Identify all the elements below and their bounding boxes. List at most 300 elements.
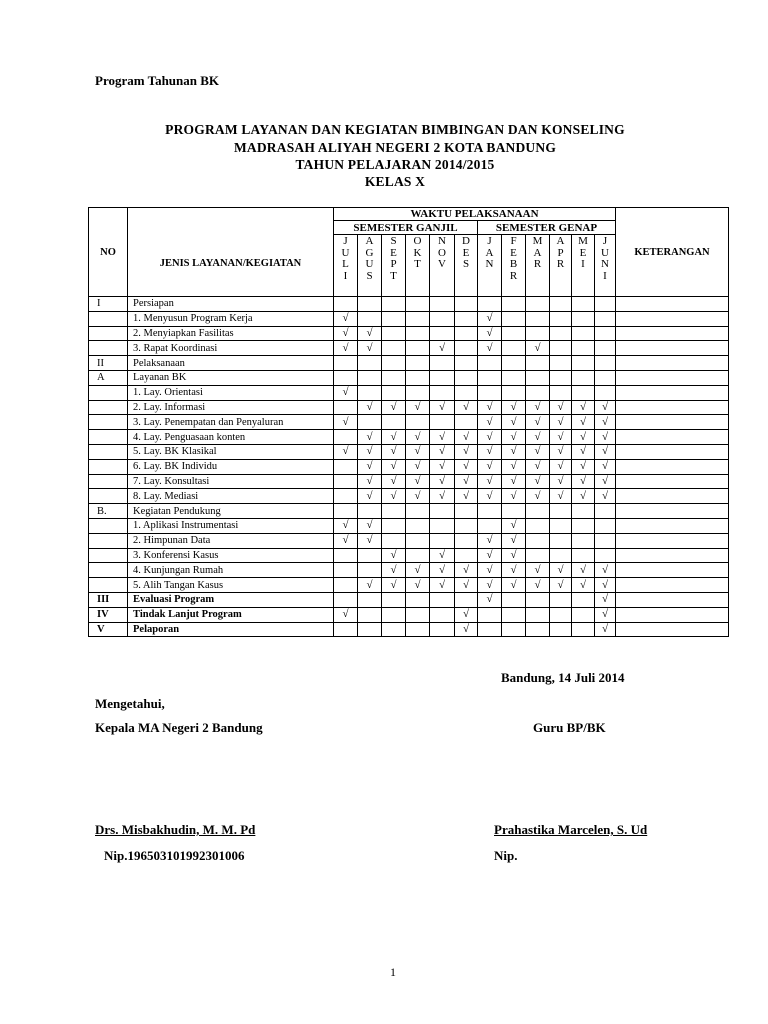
empty-cell xyxy=(430,533,455,548)
check-mark: √ xyxy=(478,578,502,593)
check-mark: √ xyxy=(595,592,616,607)
notes-cell xyxy=(616,474,729,489)
check-mark: √ xyxy=(455,563,478,578)
empty-cell xyxy=(334,430,358,445)
check-mark: √ xyxy=(502,533,526,548)
check-mark: √ xyxy=(526,444,550,459)
check-mark: √ xyxy=(358,474,382,489)
empty-cell xyxy=(430,504,455,519)
check-mark: √ xyxy=(572,474,595,489)
check-mark: √ xyxy=(526,430,550,445)
empty-cell xyxy=(526,311,550,326)
check-mark: √ xyxy=(502,578,526,593)
empty-cell xyxy=(382,370,406,385)
table-row xyxy=(89,563,729,578)
empty-cell xyxy=(455,297,478,312)
empty-cell xyxy=(572,311,595,326)
empty-cell xyxy=(382,341,406,356)
activity-label: 1. Menyusun Program Kerja xyxy=(128,311,334,326)
empty-cell xyxy=(502,385,526,400)
empty-cell xyxy=(572,341,595,356)
empty-cell xyxy=(550,297,572,312)
empty-cell xyxy=(430,311,455,326)
empty-cell xyxy=(334,622,358,637)
notes-cell xyxy=(616,607,729,622)
semester-genap-header: SEMESTER GENAP xyxy=(478,221,616,235)
notes-cell xyxy=(616,548,729,563)
check-mark: √ xyxy=(430,474,455,489)
check-mark: √ xyxy=(334,415,358,430)
month-letter: A xyxy=(365,235,374,247)
activity-label: 3. Konferensi Kasus xyxy=(128,548,334,563)
check-mark: √ xyxy=(550,474,572,489)
table-row xyxy=(89,459,729,474)
check-mark: √ xyxy=(550,444,572,459)
empty-cell xyxy=(430,415,455,430)
month-letter: O xyxy=(438,246,446,259)
check-mark: √ xyxy=(595,489,616,504)
row-number xyxy=(89,400,128,415)
empty-cell xyxy=(478,370,502,385)
check-mark: √ xyxy=(572,563,595,578)
month-letter: D xyxy=(462,235,470,247)
left-signatory-role: Kepala MA Negeri 2 Bandung xyxy=(95,720,263,735)
month-header xyxy=(430,235,455,297)
month-letter: M xyxy=(578,235,588,247)
activity-label: 7. Lay. Konsultasi xyxy=(128,474,334,489)
notes-cell xyxy=(616,311,729,326)
empty-cell xyxy=(572,504,595,519)
check-mark: √ xyxy=(382,578,406,593)
notes-cell xyxy=(616,518,729,533)
month-header xyxy=(502,235,526,297)
row-number xyxy=(89,474,128,489)
empty-cell xyxy=(502,326,526,341)
check-mark: √ xyxy=(572,489,595,504)
check-mark: √ xyxy=(430,459,455,474)
empty-cell xyxy=(455,415,478,430)
column-header-activity: JENIS LAYANAN/KEGIATAN xyxy=(128,208,334,297)
empty-cell xyxy=(358,592,382,607)
empty-cell xyxy=(382,356,406,371)
empty-cell xyxy=(455,370,478,385)
check-mark: √ xyxy=(502,444,526,459)
table-row xyxy=(89,326,729,341)
notes-cell xyxy=(616,356,729,371)
check-mark: √ xyxy=(478,459,502,474)
check-mark: √ xyxy=(430,548,455,563)
empty-cell xyxy=(550,622,572,637)
check-mark: √ xyxy=(478,548,502,563)
left-signatory-nip: Nip.196503101992301006 xyxy=(104,848,245,863)
check-mark: √ xyxy=(572,400,595,415)
month-letter: I xyxy=(603,269,607,282)
check-mark: √ xyxy=(455,474,478,489)
check-mark: √ xyxy=(334,518,358,533)
check-mark: √ xyxy=(502,563,526,578)
check-mark: √ xyxy=(334,533,358,548)
check-mark: √ xyxy=(478,474,502,489)
empty-cell xyxy=(382,385,406,400)
document-title-line-3: TAHUN PELAJARAN 2014/2015 xyxy=(295,157,495,172)
activity-label: 5. Alih Tangan Kasus xyxy=(128,578,334,593)
empty-cell xyxy=(455,326,478,341)
empty-cell xyxy=(502,341,526,356)
column-header-no: NO xyxy=(89,208,128,297)
check-mark: √ xyxy=(502,430,526,445)
notes-cell xyxy=(616,385,729,400)
table-row xyxy=(89,548,729,563)
empty-cell xyxy=(455,385,478,400)
month-letter: V xyxy=(438,258,446,270)
empty-cell xyxy=(406,385,430,400)
empty-cell xyxy=(382,533,406,548)
empty-cell xyxy=(526,326,550,341)
empty-cell xyxy=(478,297,502,312)
month-letter: J xyxy=(343,235,348,247)
empty-cell xyxy=(455,533,478,548)
check-mark: √ xyxy=(455,607,478,622)
check-mark: √ xyxy=(430,430,455,445)
empty-cell xyxy=(595,326,616,341)
activity-label: 5. Lay. BK Klasikal xyxy=(128,444,334,459)
check-mark: √ xyxy=(358,459,382,474)
notes-cell xyxy=(616,326,729,341)
empty-cell xyxy=(334,578,358,593)
empty-cell xyxy=(430,518,455,533)
empty-cell xyxy=(550,356,572,371)
empty-cell xyxy=(478,385,502,400)
month-letter: N xyxy=(438,235,446,247)
activity-label: 4. Kunjungan Rumah xyxy=(128,563,334,578)
right-signatory-nip: Nip. xyxy=(494,848,518,863)
check-mark: √ xyxy=(478,533,502,548)
empty-cell xyxy=(334,548,358,563)
empty-cell xyxy=(595,311,616,326)
month-letter: K xyxy=(413,246,422,259)
row-number xyxy=(89,385,128,400)
check-mark: √ xyxy=(526,489,550,504)
check-mark: √ xyxy=(382,548,406,563)
empty-cell xyxy=(406,533,430,548)
activity-label: Kegiatan Pendukung xyxy=(128,504,334,519)
row-number: IV xyxy=(89,607,128,622)
empty-cell xyxy=(334,504,358,519)
check-mark: √ xyxy=(455,444,478,459)
empty-cell xyxy=(406,518,430,533)
check-mark: √ xyxy=(430,341,455,356)
month-header xyxy=(406,235,430,297)
row-number xyxy=(89,578,128,593)
empty-cell xyxy=(502,297,526,312)
empty-cell xyxy=(595,504,616,519)
empty-cell xyxy=(572,533,595,548)
empty-cell xyxy=(455,518,478,533)
table-row xyxy=(89,356,729,371)
check-mark: √ xyxy=(572,444,595,459)
row-number xyxy=(89,326,128,341)
empty-cell xyxy=(526,533,550,548)
month-letter: B xyxy=(509,258,518,270)
column-header-notes: KETERANGAN xyxy=(616,208,729,297)
empty-cell xyxy=(334,297,358,312)
check-mark: √ xyxy=(478,326,502,341)
activity-label: 1. Lay. Orientasi xyxy=(128,385,334,400)
empty-cell xyxy=(430,326,455,341)
row-number xyxy=(89,563,128,578)
check-mark: √ xyxy=(430,400,455,415)
check-mark: √ xyxy=(430,563,455,578)
notes-cell xyxy=(616,622,729,637)
check-mark: √ xyxy=(382,444,406,459)
check-mark: √ xyxy=(478,311,502,326)
notes-cell xyxy=(616,370,729,385)
row-number xyxy=(89,341,128,356)
empty-cell xyxy=(478,607,502,622)
check-mark: √ xyxy=(334,341,358,356)
check-mark: √ xyxy=(550,489,572,504)
check-mark: √ xyxy=(334,444,358,459)
empty-cell xyxy=(334,563,358,578)
check-mark: √ xyxy=(478,563,502,578)
semester-ganjil-header: SEMESTER GANJIL xyxy=(334,221,478,235)
month-letter: G xyxy=(365,246,374,259)
empty-cell xyxy=(406,548,430,563)
check-mark: √ xyxy=(430,578,455,593)
empty-cell xyxy=(526,607,550,622)
row-number xyxy=(89,430,128,445)
month-letter: T xyxy=(390,269,397,282)
notes-cell xyxy=(616,489,729,504)
check-mark: √ xyxy=(358,533,382,548)
empty-cell xyxy=(595,370,616,385)
empty-cell xyxy=(382,311,406,326)
check-mark: √ xyxy=(572,578,595,593)
empty-cell xyxy=(572,592,595,607)
table-row xyxy=(89,622,729,637)
empty-cell xyxy=(550,326,572,341)
check-mark: √ xyxy=(550,459,572,474)
empty-cell xyxy=(526,297,550,312)
empty-cell xyxy=(455,504,478,519)
header-label: Program Tahunan BK xyxy=(95,73,220,88)
row-number: A xyxy=(89,370,128,385)
activity-label: 8. Lay. Mediasi xyxy=(128,489,334,504)
empty-cell xyxy=(430,592,455,607)
check-mark: √ xyxy=(526,459,550,474)
check-mark: √ xyxy=(502,474,526,489)
empty-cell xyxy=(502,356,526,371)
activity-label: Pelaksanaan xyxy=(128,356,334,371)
empty-cell xyxy=(550,518,572,533)
empty-cell xyxy=(478,518,502,533)
row-number xyxy=(89,415,128,430)
month-letter: A xyxy=(556,235,565,247)
empty-cell xyxy=(334,474,358,489)
empty-cell xyxy=(358,370,382,385)
empty-cell xyxy=(455,341,478,356)
table-row xyxy=(89,592,729,607)
row-number: B. xyxy=(89,504,128,519)
check-mark: √ xyxy=(455,622,478,637)
row-number xyxy=(89,548,128,563)
row-number: I xyxy=(89,297,128,312)
check-mark: √ xyxy=(358,578,382,593)
empty-cell xyxy=(334,370,358,385)
check-mark: √ xyxy=(595,459,616,474)
empty-cell xyxy=(358,415,382,430)
notes-cell xyxy=(616,400,729,415)
check-mark: √ xyxy=(358,444,382,459)
activity-label: Persiapan xyxy=(128,297,334,312)
notes-cell xyxy=(616,459,729,474)
check-mark: √ xyxy=(572,415,595,430)
month-letter: N xyxy=(601,258,609,270)
empty-cell xyxy=(572,356,595,371)
empty-cell xyxy=(526,622,550,637)
empty-cell xyxy=(572,607,595,622)
month-letter: A xyxy=(533,246,542,259)
check-mark: √ xyxy=(406,474,430,489)
empty-cell xyxy=(382,592,406,607)
empty-cell xyxy=(526,504,550,519)
empty-cell xyxy=(334,592,358,607)
check-mark: √ xyxy=(455,400,478,415)
check-mark: √ xyxy=(430,489,455,504)
empty-cell xyxy=(595,385,616,400)
row-number xyxy=(89,311,128,326)
month-letter: N xyxy=(485,258,494,270)
check-mark: √ xyxy=(595,430,616,445)
month-header xyxy=(526,235,550,297)
empty-cell xyxy=(358,622,382,637)
month-letter: U xyxy=(601,246,609,259)
check-mark: √ xyxy=(502,548,526,563)
empty-cell xyxy=(382,326,406,341)
notes-cell xyxy=(616,592,729,607)
empty-cell xyxy=(382,504,406,519)
check-mark: √ xyxy=(595,444,616,459)
empty-cell xyxy=(358,297,382,312)
row-number xyxy=(89,533,128,548)
document-title-line-4: KELAS X xyxy=(364,174,426,189)
empty-cell xyxy=(502,607,526,622)
check-mark: √ xyxy=(595,400,616,415)
row-number xyxy=(89,518,128,533)
check-mark: √ xyxy=(406,578,430,593)
check-mark: √ xyxy=(358,489,382,504)
notes-cell xyxy=(616,578,729,593)
check-mark: √ xyxy=(502,415,526,430)
table-row xyxy=(89,385,729,400)
empty-cell xyxy=(406,415,430,430)
check-mark: √ xyxy=(406,430,430,445)
month-letter: J xyxy=(487,235,492,247)
row-number xyxy=(89,459,128,474)
empty-cell xyxy=(382,415,406,430)
column-header-time: WAKTU PELAKSANAAN xyxy=(334,208,616,221)
month-letter: P xyxy=(390,258,397,270)
table-row xyxy=(89,474,729,489)
month-letter: S xyxy=(366,269,373,282)
empty-cell xyxy=(550,548,572,563)
empty-cell xyxy=(358,385,382,400)
empty-cell xyxy=(595,341,616,356)
table-row xyxy=(89,370,729,385)
month-header xyxy=(478,235,502,297)
empty-cell xyxy=(572,385,595,400)
check-mark: √ xyxy=(526,563,550,578)
empty-cell xyxy=(406,356,430,371)
check-mark: √ xyxy=(550,430,572,445)
empty-cell xyxy=(430,356,455,371)
check-mark: √ xyxy=(595,578,616,593)
check-mark: √ xyxy=(572,430,595,445)
activity-label: 2. Lay. Informasi xyxy=(128,400,334,415)
empty-cell xyxy=(526,548,550,563)
schedule-table xyxy=(88,207,729,637)
month-header xyxy=(334,235,358,297)
table-row xyxy=(89,400,729,415)
notes-cell xyxy=(616,341,729,356)
table-row xyxy=(89,444,729,459)
check-mark: √ xyxy=(595,474,616,489)
document-title-line-2: MADRASAH ALIYAH NEGERI 2 KOTA BANDUNG xyxy=(233,140,557,155)
empty-cell xyxy=(502,504,526,519)
check-mark: √ xyxy=(502,518,526,533)
empty-cell xyxy=(550,370,572,385)
check-mark: √ xyxy=(334,311,358,326)
empty-cell xyxy=(430,297,455,312)
month-letter: L xyxy=(342,258,349,270)
notes-cell xyxy=(616,533,729,548)
check-mark: √ xyxy=(595,563,616,578)
check-mark: √ xyxy=(455,459,478,474)
empty-cell xyxy=(455,548,478,563)
empty-cell xyxy=(572,548,595,563)
table-row xyxy=(89,430,729,445)
empty-cell xyxy=(358,548,382,563)
empty-cell xyxy=(595,548,616,563)
empty-cell xyxy=(430,385,455,400)
empty-cell xyxy=(358,311,382,326)
table-row xyxy=(89,311,729,326)
check-mark: √ xyxy=(526,474,550,489)
empty-cell xyxy=(406,607,430,622)
empty-cell xyxy=(550,504,572,519)
month-letter: J xyxy=(602,235,608,247)
empty-cell xyxy=(478,356,502,371)
empty-cell xyxy=(430,622,455,637)
empty-cell xyxy=(430,607,455,622)
check-mark: √ xyxy=(358,326,382,341)
empty-cell xyxy=(526,370,550,385)
check-mark: √ xyxy=(455,578,478,593)
check-mark: √ xyxy=(478,444,502,459)
empty-cell xyxy=(478,622,502,637)
activity-label: 1. Aplikasi Instrumentasi xyxy=(128,518,334,533)
check-mark: √ xyxy=(358,430,382,445)
check-mark: √ xyxy=(382,474,406,489)
empty-cell xyxy=(550,341,572,356)
notes-cell xyxy=(616,563,729,578)
right-signatory-role: Guru BP/BK xyxy=(533,720,606,735)
check-mark: √ xyxy=(358,518,382,533)
check-mark: √ xyxy=(526,400,550,415)
month-letter: R xyxy=(509,269,518,282)
check-mark: √ xyxy=(358,400,382,415)
check-mark: √ xyxy=(430,444,455,459)
